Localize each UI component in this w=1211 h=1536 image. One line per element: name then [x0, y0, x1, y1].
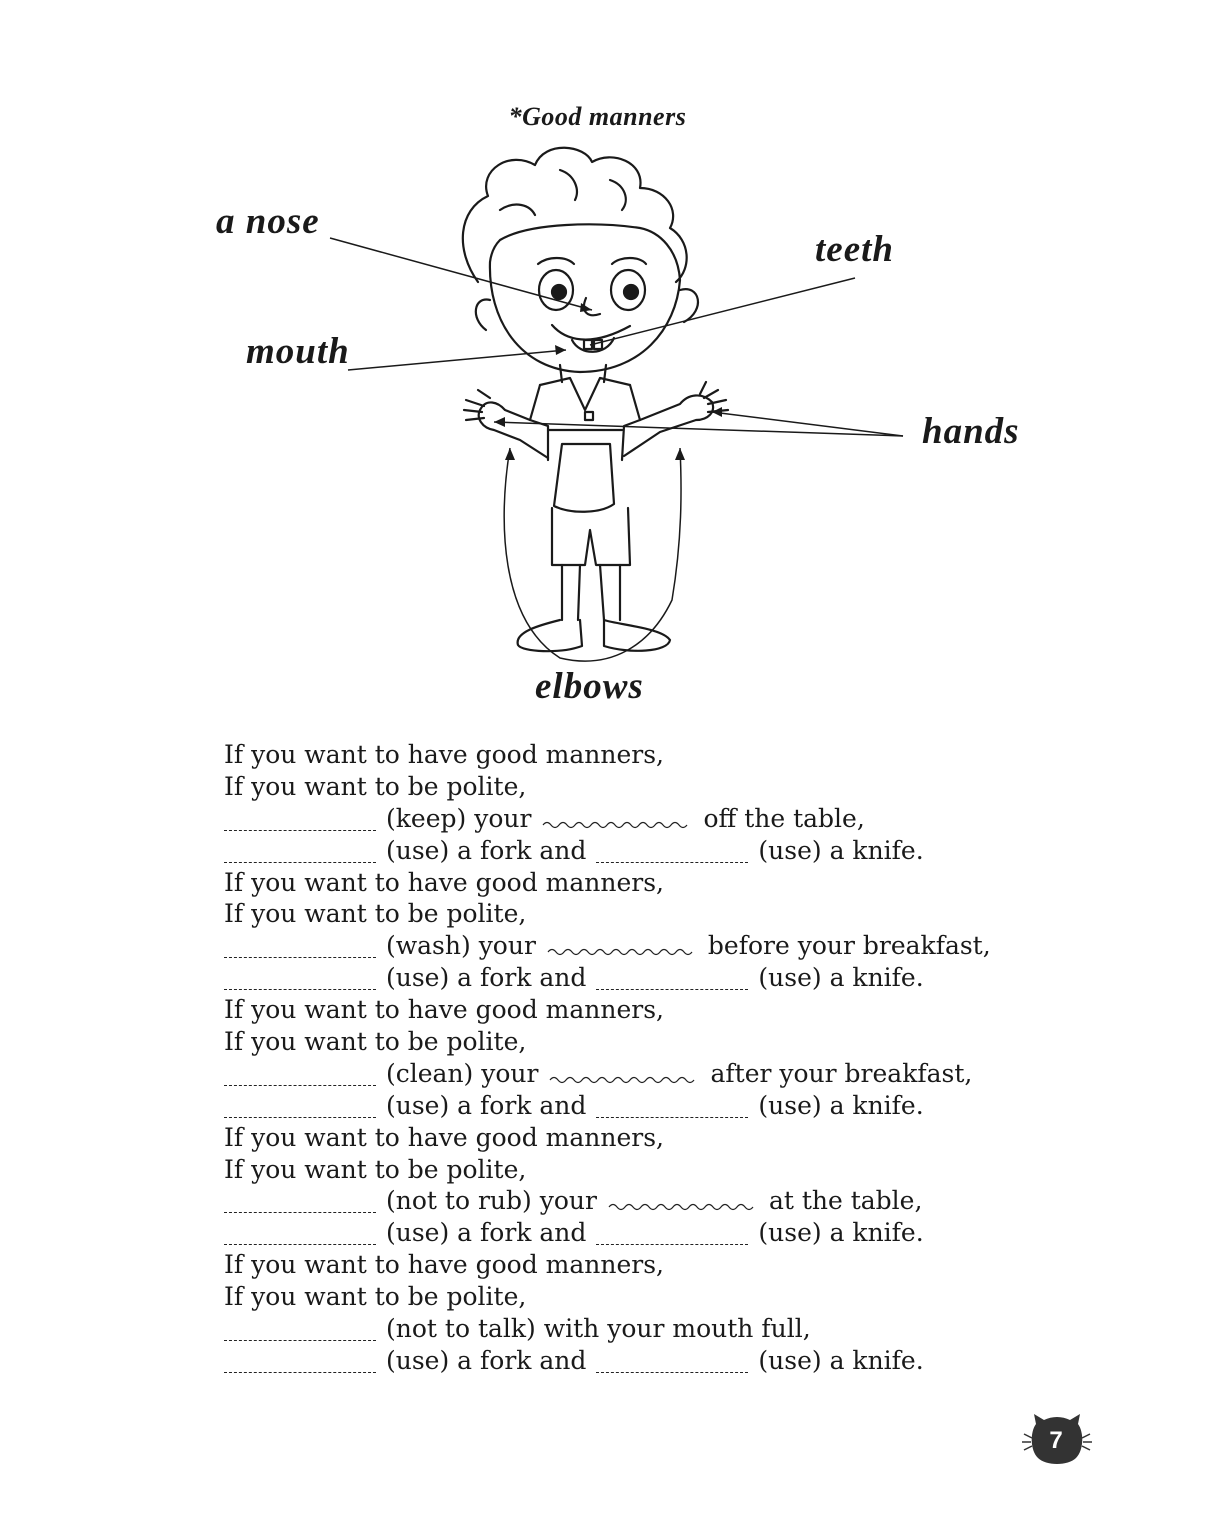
- poem-line: If you want to have good manners,: [224, 1122, 665, 1152]
- answer-blank[interactable]: [596, 969, 748, 990]
- label-elbows: elbows: [535, 666, 644, 707]
- answer-blank[interactable]: [224, 937, 376, 958]
- poem-line: (not to talk) with your mouth full,: [224, 1313, 991, 1345]
- body-part-blank[interactable]: [546, 940, 698, 958]
- poem: [224, 739, 991, 1377]
- poem-line: (use) a fork and (use) a knife.: [224, 962, 991, 994]
- label-mouth: mouth: [246, 331, 350, 372]
- answer-blank[interactable]: [224, 1192, 376, 1213]
- poem-line: If you want to have good manners,: [224, 867, 665, 897]
- poem-line: (clean) your after your breakfast,: [224, 1058, 991, 1090]
- poem-line: If you want to be polite,: [224, 1154, 527, 1184]
- body-part-blank[interactable]: [548, 1068, 700, 1086]
- poem-line: If you want to have good manners,: [224, 740, 665, 769]
- poem-line: If you want to be polite,: [224, 1282, 527, 1312]
- poem-line: If you want to be polite,: [224, 1027, 527, 1057]
- poem-line: (use) a fork and (use) a knife.: [224, 1345, 991, 1377]
- poem-line: If you want to be polite,: [224, 899, 527, 929]
- answer-blank[interactable]: [596, 1352, 748, 1373]
- poem-line: (wash) your before your breakfast,: [224, 930, 991, 962]
- label-teeth: teeth: [815, 229, 894, 270]
- poem-line: If you want to have good manners,: [224, 995, 665, 1025]
- answer-blank[interactable]: [224, 1320, 376, 1341]
- answer-blank[interactable]: [224, 1352, 376, 1373]
- answer-blank[interactable]: [224, 1065, 376, 1086]
- answer-blank[interactable]: [224, 969, 376, 990]
- answer-blank[interactable]: [596, 1224, 748, 1245]
- answer-blank[interactable]: [596, 842, 748, 863]
- poem-line: (keep) your off the table,: [224, 803, 991, 835]
- poem-line: If you want to have good manners,: [224, 1250, 665, 1280]
- body-part-blank[interactable]: [541, 813, 693, 831]
- poem-line: (use) a fork and (use) a knife.: [224, 1090, 991, 1122]
- boy-illustration: [0, 0, 1211, 720]
- answer-blank[interactable]: [224, 1224, 376, 1245]
- page-number: 7: [1049, 1427, 1063, 1454]
- body-part-blank[interactable]: [607, 1195, 759, 1213]
- poem-line: (not to rub) your at the table,: [224, 1185, 991, 1217]
- poem-line: If you want to be polite,: [224, 771, 527, 801]
- poem-line: (use) a fork and (use) a knife.: [224, 1217, 991, 1249]
- answer-blank[interactable]: [224, 842, 376, 863]
- label-hands: hands: [922, 411, 1020, 452]
- poem-line: (use) a fork and (use) a knife.: [224, 835, 991, 867]
- worksheet-title: *Good manners: [508, 102, 687, 131]
- label-nose: a nose: [216, 201, 320, 242]
- answer-blank[interactable]: [224, 1097, 376, 1118]
- answer-blank[interactable]: [596, 1097, 748, 1118]
- answer-blank[interactable]: [224, 810, 376, 831]
